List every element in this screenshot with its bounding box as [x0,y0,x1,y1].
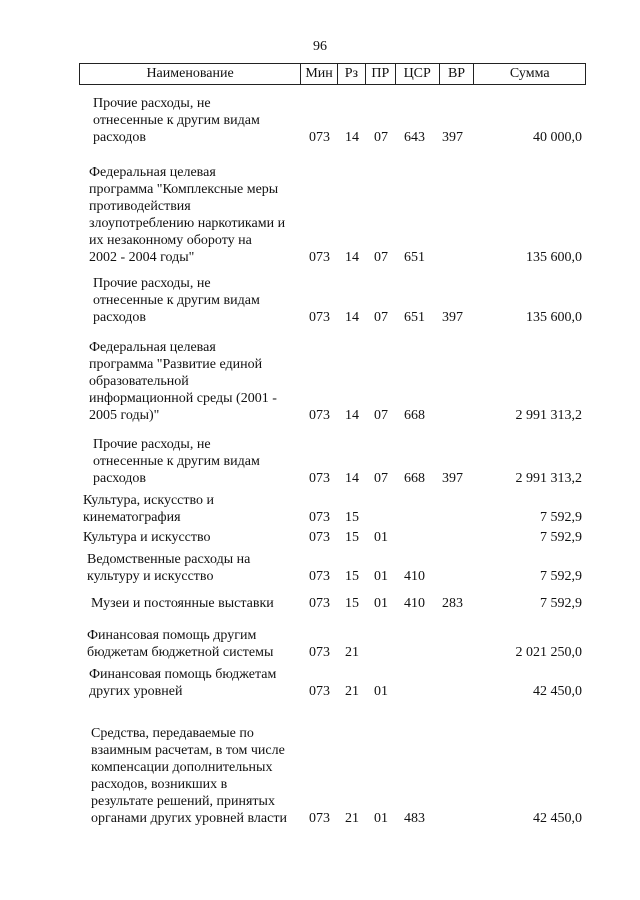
table-row [79,529,586,546]
cell-min: 073 [309,684,330,699]
table-row [79,492,586,526]
cell-rz: 21 [345,645,359,660]
row-name-line: 2005 годы)" [89,408,160,423]
row-name-line: органами других уровней власти [91,811,287,826]
row-name-line: Федеральная целевая [89,165,216,180]
table-row [79,95,586,146]
cell-sum: 42 450,0 [533,684,582,699]
row-name-line: 2002 - 2004 годы" [89,250,195,265]
cell-min: 073 [309,310,330,325]
row-name-line: информационной среды (2001 - [89,391,277,406]
cell-csr: 410 [404,596,425,611]
row-name-line: отнесенные к другим видам [93,293,260,308]
row-name-line: культуру и искусство [87,569,214,584]
row-name-line: Музеи и постоянные выставки [91,596,274,611]
row-name-line: их незаконному обороту на [89,233,252,248]
row-name [79,666,301,700]
cell-rz: 15 [345,510,359,525]
row-name-line: других уровней [89,684,183,699]
row-name [79,164,301,266]
cell-sum: 135 600,0 [526,250,582,265]
cell-pr: 07 [374,130,388,145]
header-rz: Рз [338,64,366,84]
row-name-line: Прочие расходы, не [93,276,211,291]
header-pr: ПР [366,64,396,84]
cell-vr: 397 [442,310,463,325]
cell-csr: 483 [404,811,425,826]
cell-min: 073 [309,596,330,611]
row-name [79,627,301,661]
cell-rz: 14 [345,471,359,486]
row-name-line: Ведомственные расходы на [87,552,251,567]
cell-pr: 07 [374,408,388,423]
table-row [79,339,586,424]
cell-pr: 01 [374,684,388,699]
cell-min: 073 [309,130,330,145]
cell-min: 073 [309,530,330,545]
header-sum: Сумма [509,66,550,81]
row-name-line: результате решений, принятых [91,794,275,809]
row-name-line: компенсации дополнительных [91,760,273,775]
cell-sum: 7 592,9 [540,510,582,525]
cell-csr: 668 [404,471,425,486]
cell-rz: 15 [345,596,359,611]
row-name-line: программа "Развитие единой [89,357,263,372]
cell-sum: 40 000,0 [533,130,582,145]
cell-sum: 7 592,9 [540,569,582,584]
cell-min: 073 [309,510,330,525]
header-vr: ВР [440,64,475,84]
row-name [79,725,301,827]
cell-min: 073 [309,811,330,826]
row-name-line: расходов [93,130,147,145]
row-name-line: Федеральная целевая [89,340,216,355]
table-row [79,666,586,700]
row-name [79,436,301,487]
cell-pr: 07 [374,310,388,325]
cell-csr: 410 [404,569,425,584]
page-number: 96 [313,39,327,54]
header-csr: ЦСР [396,64,440,84]
cell-rz: 21 [345,811,359,826]
cell-sum: 7 592,9 [540,596,582,611]
header-name: Наименование [80,64,301,84]
cell-pr: 01 [374,569,388,584]
cell-sum: 2 991 313,2 [515,408,582,423]
row-name [79,339,301,424]
cell-rz: 14 [345,310,359,325]
cell-min: 073 [309,645,330,660]
row-name [79,595,301,612]
cell-min: 073 [309,569,330,584]
row-name-line: кинематография [83,510,181,525]
cell-rz: 14 [345,408,359,423]
table-header [79,63,586,85]
table-row [79,551,586,585]
cell-rz: 14 [345,250,359,265]
cell-min: 073 [309,408,330,423]
cell-sum: 7 592,9 [540,530,582,545]
row-name [79,492,301,526]
row-name-line: программа "Комплексные меры [89,182,279,197]
cell-csr: 651 [404,250,425,265]
cell-csr: 643 [404,130,425,145]
cell-sum: 135 600,0 [526,310,582,325]
row-name-line: Культура и искусство [83,530,211,545]
table-row [79,627,586,661]
row-name-line: противодействия [89,199,191,214]
cell-rz: 14 [345,130,359,145]
cell-pr: 07 [374,250,388,265]
cell-pr: 01 [374,530,388,545]
row-name-line: злоупотреблению наркотиками и [89,216,286,231]
cell-sum: 2 991 313,2 [515,471,582,486]
row-name-line: Финансовая помощь бюджетам [89,667,277,682]
row-name-line: Финансовая помощь другим [87,628,257,643]
row-name [79,551,301,585]
header-min: Мин [301,64,338,84]
row-name-line: расходов [93,310,147,325]
cell-vr: 397 [442,471,463,486]
cell-csr: 668 [404,408,425,423]
row-name-line: расходов [93,471,147,486]
row-name-line: Прочие расходы, не [93,96,211,111]
cell-sum: 2 021 250,0 [515,645,582,660]
cell-vr: 397 [442,130,463,145]
cell-rz: 21 [345,684,359,699]
row-name-line: расходов, возникших в [91,777,228,792]
row-name-line: отнесенные к другим видам [93,113,260,128]
cell-pr: 07 [374,471,388,486]
table-row [79,275,586,326]
cell-csr: 651 [404,310,425,325]
row-name-line: образовательной [89,374,189,389]
row-name-line: взаимным расчетам, в том числе [91,743,285,758]
row-name [79,95,301,146]
row-name-line: Прочие расходы, не [93,437,211,452]
row-name-line: Культура, искусство и [83,493,215,508]
cell-rz: 15 [345,569,359,584]
row-name-line: отнесенные к другим видам [93,454,260,469]
cell-min: 073 [309,250,330,265]
cell-sum: 42 450,0 [533,811,582,826]
table-row [79,436,586,487]
cell-min: 073 [309,471,330,486]
row-name [79,275,301,326]
cell-pr: 01 [374,596,388,611]
row-name-line: Средства, передаваемые по [91,726,254,741]
table-row [79,595,586,612]
table-row [79,164,586,266]
cell-vr: 283 [442,596,463,611]
row-name [79,529,301,546]
cell-rz: 15 [345,530,359,545]
row-name-line: бюджетам бюджетной системы [87,645,274,660]
table-row [79,725,586,827]
cell-pr: 01 [374,811,388,826]
